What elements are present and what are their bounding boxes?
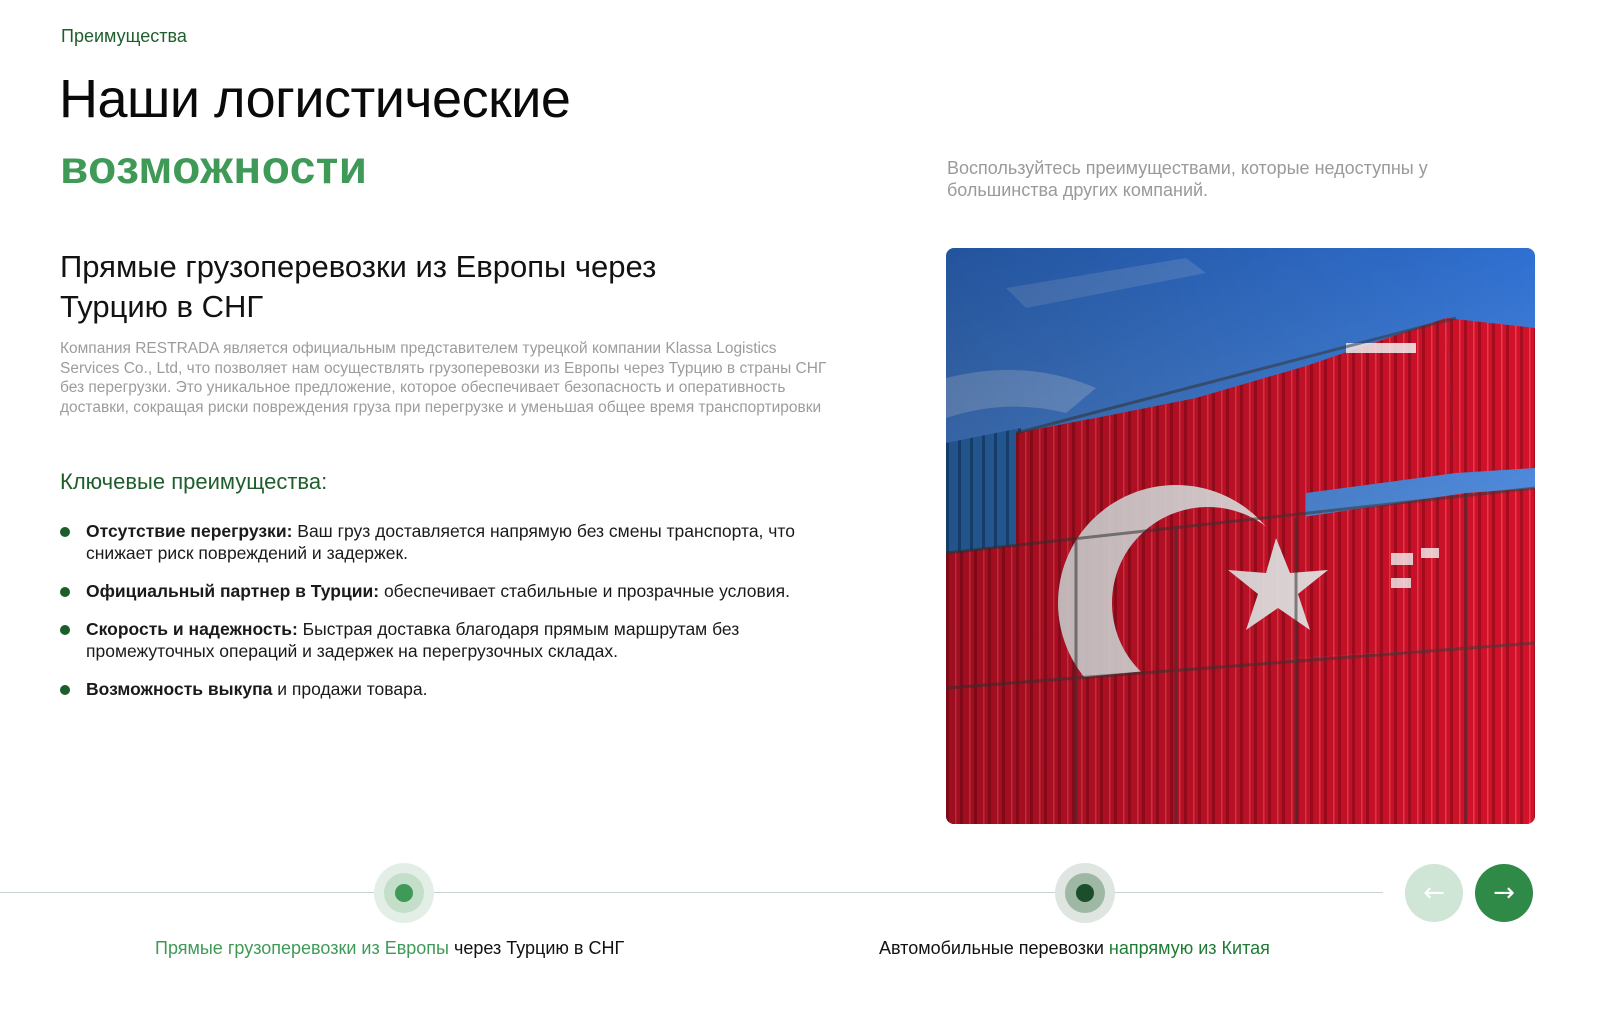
slide-title: Прямые грузоперевозки из Европы через Турцию в СНГ — [60, 249, 657, 324]
timeline-marker[interactable] — [1055, 863, 1115, 923]
arrow-left-icon: ← — [1423, 878, 1445, 908]
timeline-item-label[interactable] — [879, 938, 1270, 959]
timeline-label-text: Автомобильные перевозки — [879, 938, 1109, 958]
timeline-line — [0, 892, 1383, 893]
timeline-label-accent: Прямые грузоперевозки из Европы — [155, 938, 449, 958]
advantages-heading: Ключевые преимущества: — [60, 469, 328, 494]
next-slide-button[interactable] — [1475, 864, 1533, 922]
bullet-icon — [60, 685, 70, 695]
page-title: Наши логистические — [59, 69, 571, 129]
advantage-item — [60, 520, 850, 564]
advantage-bold: Скорость и надежность: — [86, 619, 298, 639]
bullet-icon — [60, 587, 70, 597]
timeline-marker-active[interactable] — [374, 863, 434, 923]
advantages-list — [60, 520, 850, 716]
advantage-text: Быстрая доставка благодаря прямым маршрутам без промежуточных операций и задержек на перегрузочных складах. — [86, 619, 740, 661]
timeline-label-accent: напрямую из Китая — [1108, 938, 1270, 958]
advantage-bold: Отсутствие перегрузки: — [86, 521, 293, 541]
advantage-bold: Официальный партнер в Турции: — [86, 581, 380, 601]
section-eyebrow: Преимущества — [61, 26, 187, 46]
containers-photo — [946, 248, 1535, 824]
slide-description: Компания RESTRADA является официальным представителем турецкой компании Klassa Logistics Services Co., Ltd, что позволяет нам осуществлять грузоперевозки из Европы через Турцию в страны СНГ без перегрузки. Это уникальное предложение, которое обеспечивает безопасность и оперативность доставки, сокращая риски повреждения груза при перегрузке и уменьшая общее время транспортировки — [60, 340, 827, 416]
advantage-item — [60, 678, 850, 700]
advantage-item — [60, 580, 850, 602]
advantage-bold: Возможность выкупа — [86, 679, 273, 699]
timeline-item-label[interactable] — [155, 938, 624, 959]
intro-text: Воспользуйтесь преимуществами, которые недоступны у большинства других компаний. — [947, 158, 1428, 200]
advantage-text: и продажи товара. — [272, 679, 428, 699]
arrow-right-icon: → — [1493, 878, 1515, 908]
timeline-label-text: через Турцию в СНГ — [448, 938, 625, 958]
bullet-icon — [60, 625, 70, 635]
prev-slide-button[interactable] — [1405, 864, 1463, 922]
bullet-icon — [60, 527, 70, 537]
advantage-text: обеспечивает стабильные и прозрачные условия. — [379, 581, 790, 601]
advantage-text: Ваш груз доставляется напрямую без смены транспорта, что снижает риск повреждений и задержек. — [86, 521, 795, 563]
advantage-item — [60, 618, 850, 662]
page-title-accent: возможности — [60, 141, 368, 193]
